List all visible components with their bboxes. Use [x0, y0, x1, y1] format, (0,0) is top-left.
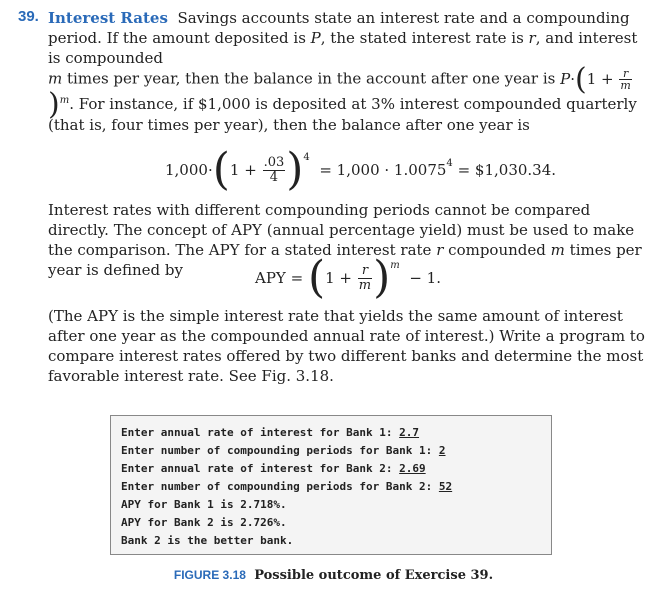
console-line: Enter number of compounding periods for Bank 2: 52 — [121, 480, 453, 493]
program-instructions: (The APY is the simple interest rate that yields the same amount of interest after one year as the compounded annual rate of interest.) Write a program to compare interest rates offered by two different banks and determine the most favorable interest rate. See Fig. 3.18. — [48, 307, 645, 385]
console-output — [110, 415, 552, 555]
exercise-number: 39. — [18, 8, 39, 25]
exercise-title: Interest Rates — [48, 9, 168, 27]
exercise-intro: Interest Rates Savings accounts state an interest rate and a compounding period. If the amount deposited is P, the stated interest rate is r, and interest is compounded m times per year, then the balance in the account after one year is P·(1 + $\frac{r}{m}$ )$^m$. For instance, if $1,000 is deposited at 3% interest compounded quarterly (that is, four times per year), then the balance after one year is — [48, 9, 638, 134]
console-line: Enter number of compounding periods for Bank 1: 2 — [121, 444, 446, 457]
apy-formula: APY = ( 1 + $\frac{r}{m}$ ) $^m$ − 1. — [255, 252, 441, 303]
figure-label: FIGURE 3.18 — [173, 568, 246, 582]
figure-caption — [0, 568, 667, 583]
console-line: APY for Bank 2 is 2.726%. — [121, 516, 287, 529]
console-line: Bank 2 is the better bank. — [121, 534, 294, 547]
fraction: $\frac{r}{m}$ — [358, 262, 372, 293]
console-line: Enter annual rate of interest for Bank 1: 2.7 — [121, 426, 420, 439]
apy-paragraph: Interest rates with different compounding periods cannot be compared directly. The concept of APY (annual percentage yield) must be used to make the comparison. The APY for a stated interest rate r compounded m times per year is defined by — [48, 201, 642, 279]
fraction: $\frac{.03}{4}$ — [263, 154, 285, 185]
inline-balance-formula: P·(1 + $\frac{r}{m}$ )$^m$ — [48, 61, 631, 122]
figure-text: Possible outcome of Exercise 39. — [254, 568, 494, 583]
console-line: Enter annual rate of interest for Bank 2: 2.69 — [121, 462, 426, 475]
balance-example-formula: 1,000· ( 1 + $\frac{.03}{4}$ ) $^4$ = 1,000 · 1.0075 $^4$ = $1,030.34. — [165, 144, 557, 195]
console-line: APY for Bank 1 is 2.718%. — [121, 498, 287, 511]
